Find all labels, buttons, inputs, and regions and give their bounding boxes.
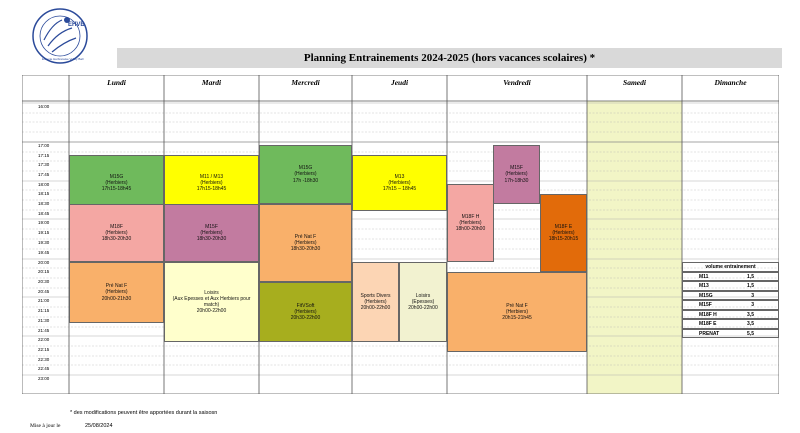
session-place: (Herbiers): [105, 179, 128, 186]
volume-team: M11: [699, 273, 709, 280]
time-label: 19:00: [38, 220, 50, 225]
volume-value: 3,5: [747, 311, 754, 318]
volume-value: 1,5: [747, 273, 754, 280]
update-label: Mise à jour le: [30, 423, 61, 429]
session-block: [259, 145, 352, 204]
session-time: 20h00-21h30: [101, 295, 132, 302]
volume-row: [682, 291, 779, 301]
day-header-4: Vendredi: [503, 78, 531, 87]
session-time: 18h30-20h30: [196, 236, 227, 243]
session-place: (Epesses): [411, 298, 435, 305]
session-place: (Herbiers): [200, 229, 223, 236]
time-label: 19:45: [38, 250, 50, 255]
footnote: * des modifications peuvent être apportées durant la saisosn: [70, 410, 218, 416]
time-label: 20:15: [38, 269, 50, 274]
volume-team: M13: [699, 283, 709, 289]
time-label: 22:45: [38, 366, 50, 371]
session-block: [69, 204, 164, 262]
session-time: 20h00-22h00: [408, 305, 438, 312]
session-block: [540, 194, 587, 272]
session-team: M15F: [205, 223, 218, 230]
session-team: Loisirs: [415, 292, 431, 299]
session-time: 20h15-21h45: [502, 315, 532, 322]
session-place: (Herbiers): [294, 171, 317, 178]
day-header-1: Mardi: [201, 78, 222, 87]
volume-team: PRENAT: [699, 330, 720, 337]
session-time: 18h15-20h15: [548, 236, 579, 243]
session-place: (Aux Epesses et Aux Herbiers pour match): [172, 295, 251, 308]
time-label: 16:00: [38, 104, 50, 109]
day-header-0: Lundi: [107, 78, 126, 87]
session-team: Sports Divers: [360, 292, 391, 299]
time-label: 21:30: [38, 318, 50, 323]
session-time: 17h15-18h45: [196, 186, 227, 193]
session-time: 20h00-22h00: [360, 305, 391, 312]
session-time: 20h00-22h00: [196, 308, 227, 315]
volume-team: M18F E: [699, 321, 717, 327]
day-header-3: Jeudi: [390, 78, 409, 87]
time-label: 21:15: [38, 308, 50, 313]
volume-row: [682, 319, 779, 329]
session-place: (Herbiers): [388, 179, 411, 186]
session-place: (Herbiers): [200, 179, 223, 186]
session-block: [352, 262, 399, 342]
time-label: 22:30: [38, 357, 50, 362]
update-date: 25/08/2024: [85, 423, 113, 429]
time-label: 21:00: [38, 298, 50, 303]
time-label: 20:45: [38, 289, 50, 294]
volume-row: [682, 310, 779, 320]
session-place: (Herbiers): [505, 171, 528, 178]
day-header-5: Samedi: [623, 78, 646, 87]
session-place: (Herbiers): [459, 219, 482, 226]
session-time: 17h15 – 18h45: [382, 186, 417, 193]
session-time: 17h15-18h45: [101, 186, 132, 193]
session-block: [259, 282, 352, 342]
volume-team: M15F: [699, 302, 712, 308]
logo-text: EHVB: [68, 22, 85, 28]
session-block: [352, 155, 447, 211]
session-block: [493, 145, 540, 204]
session-team: M18F: [110, 223, 123, 230]
session-place: (Herbiers): [105, 289, 128, 296]
session-place: (Herbiers): [505, 308, 529, 315]
time-label: 19:30: [38, 240, 50, 245]
session-block: [164, 155, 259, 211]
club-logo: [30, 6, 90, 66]
session-block: [399, 262, 447, 342]
session-place: (Herbiers): [552, 229, 575, 236]
time-label: 17:15: [38, 153, 50, 158]
session-time: 18h30-20h30: [101, 236, 132, 243]
volume-value: 3: [751, 292, 754, 299]
time-label: 21:45: [38, 328, 50, 333]
session-team: M11 / M13: [199, 173, 224, 180]
time-label: 22:15: [38, 347, 50, 352]
session-time: 18h30-20h30: [290, 246, 321, 253]
session-place: (Herbiers): [105, 229, 128, 236]
time-label: 23:00: [38, 376, 50, 381]
day-header-2: Mercredi: [291, 78, 320, 87]
session-place: (Herbiers): [364, 298, 387, 305]
time-label: 22:00: [38, 337, 50, 342]
volume-row: [682, 329, 779, 339]
time-label: 18:15: [38, 191, 50, 196]
session-team: M15F: [510, 165, 523, 172]
session-team: M15G: [298, 165, 313, 172]
session-time: 20h30-22h00: [290, 315, 321, 322]
session-time: 17h -18h30: [292, 177, 319, 184]
time-label: 18:00: [38, 182, 50, 187]
session-team: Loisirs: [204, 289, 219, 296]
session-place: (Herbiers): [294, 239, 317, 246]
session-team: M13: [394, 173, 405, 180]
volume-value: 1,5: [747, 283, 754, 289]
volume-team: M15G: [699, 292, 713, 299]
volume-team: M18F H: [699, 311, 717, 318]
volume-value: 3,5: [747, 321, 754, 327]
time-label: 17:30: [38, 162, 50, 167]
session-team: Pré Nat F: [294, 233, 317, 240]
time-label: 18:45: [38, 211, 50, 216]
time-label: 17:00: [38, 143, 50, 148]
session-block: [447, 272, 587, 352]
session-place: (Herbiers): [294, 308, 317, 315]
session-block: [447, 184, 494, 262]
saturday-column: [587, 101, 682, 394]
time-label: 19:15: [38, 230, 50, 235]
session-team: M18F H: [461, 213, 480, 220]
session-time: 17h-18h30: [504, 177, 529, 184]
session-block: [164, 262, 259, 342]
volume-header: volume entrainement: [682, 262, 779, 272]
time-label: 20:30: [38, 279, 50, 284]
time-label: 18:30: [38, 201, 50, 206]
session-time: 18h00-20h00: [455, 226, 486, 233]
session-block: [164, 204, 259, 262]
volume-row: [682, 281, 779, 291]
session-team: FitVSoft: [296, 302, 315, 309]
volume-row: [682, 272, 779, 282]
session-team: M15G: [109, 173, 124, 180]
page-title: Planning Entrainements 2024-2025 (hors vacances scolaires) *: [117, 48, 782, 68]
session-team: Pré Nat F: [506, 302, 528, 309]
session-team: M18F E: [554, 223, 573, 230]
volume-row: [682, 300, 779, 310]
session-block: [259, 204, 352, 282]
session-block: [69, 155, 164, 211]
time-label: 17:45: [38, 172, 50, 177]
session-block: [69, 262, 164, 323]
session-team: Pré Nat F: [105, 283, 128, 290]
logo-ring-text: Entente Herbretaise Volley Ball: [42, 57, 84, 61]
day-header-6: Dimanche: [714, 78, 747, 87]
time-label: 20:00: [38, 260, 50, 265]
volume-value: 5,5: [747, 330, 754, 337]
volume-value: 3: [751, 302, 754, 308]
